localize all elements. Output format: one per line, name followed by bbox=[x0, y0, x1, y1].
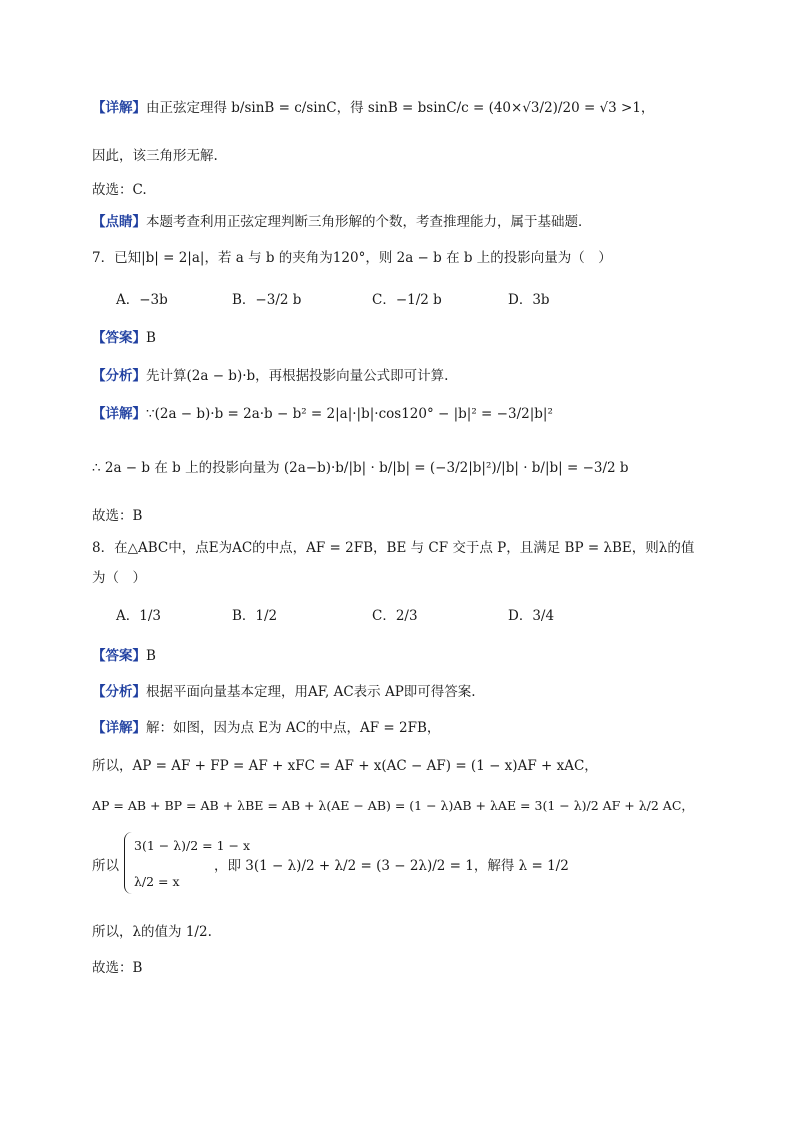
q8-option-d: D．3/4 bbox=[508, 608, 555, 624]
q8-option-a: A．1/3 bbox=[116, 608, 161, 624]
detail-8-text: 解：如图，因为点 E为 AC的中点，AF = 2FB， bbox=[146, 720, 441, 736]
answer-8-line bbox=[92, 646, 156, 666]
question-8-line-2: 为（ ） bbox=[92, 570, 146, 586]
detail-8-line bbox=[92, 718, 440, 738]
detail-line-1 bbox=[92, 98, 654, 118]
detail-tag: 【详解】 bbox=[92, 406, 146, 422]
solution-step-2: AP = AB + BP = AB + λBE = AB + λ(AE − AB) = (1 − λ)AB + λAE = 3(1 − λ)/2 AF + λ/2 AC， bbox=[92, 798, 694, 813]
answer-tag: 【答案】 bbox=[92, 330, 146, 346]
analysis-8-line bbox=[92, 682, 476, 702]
solution-step-3-result: ，即 3(1 − λ)/2 + λ/2 = (3 − 2λ)/2 = 1，解得 λ = 1/2 bbox=[214, 858, 569, 874]
q7-option-c: C．−1/2 b bbox=[372, 292, 442, 308]
analysis-8-text: 根据平面向量基本定理，用AF, AC表示 AP即可得答案. bbox=[146, 684, 476, 700]
comment-line bbox=[92, 212, 592, 232]
choose-b-8: 故选：B bbox=[92, 960, 143, 976]
answer-7-line bbox=[92, 328, 156, 348]
detail-7-projection: ∴ 2a − b 在 b 上的投影向量为 (2a−b)·b/|b| · b/|b| = (−3/2|b|²)/|b| · b/|b| = −3/2 b bbox=[92, 460, 629, 476]
comment-text: 本题考查利用正弦定理判断三角形解的个数，考查推理能力，属于基础题． bbox=[146, 214, 592, 230]
solution-step-3-prefix: 所以 bbox=[92, 858, 119, 874]
line-choose-c: 故选：C. bbox=[92, 182, 147, 198]
q8-option-c: C．2/3 bbox=[372, 608, 418, 624]
answer-7-value: B bbox=[146, 330, 156, 346]
analysis-7-line bbox=[92, 366, 448, 386]
q8-option-b: B．1/2 bbox=[232, 608, 278, 624]
detail-7-text: ∵(2a − b)·b = 2a·b − b² = 2|a|·|b|·cos120° − |b|² = −3/2|b|² bbox=[146, 406, 553, 422]
line-no-solution: 因此，该三角形无解. bbox=[92, 148, 218, 164]
detail-tag: 【详解】 bbox=[92, 100, 146, 116]
detail-text: 由正弦定理得 b/sinB = c/sinC，得 sinB = bsinC/c = (40×√3/2)/20 = √3 >1， bbox=[146, 100, 655, 116]
answer-tag: 【答案】 bbox=[92, 648, 146, 664]
equation-system-row-1: 3(1 − λ)/2 = 1 − x bbox=[134, 838, 251, 853]
question-8-line-1: 8．在△ABC中，点E为AC的中点，AF = 2FB，BE 与 CF 交于点 P，且满足 BP = λBE，则λ的值 bbox=[92, 540, 695, 556]
comment-tag: 【点睛】 bbox=[92, 214, 146, 230]
detail-7-line bbox=[92, 404, 553, 424]
solution-step-1: 所以，AP = AF + FP = AF + xFC = AF + x(AC − AF) = (1 − x)AF + xAC， bbox=[92, 758, 598, 774]
solution-conclusion: 所以，λ的值为 1/2. bbox=[92, 924, 212, 940]
equation-system-row-2: λ/2 = x bbox=[134, 874, 180, 889]
q7-option-b: B．−3/2 b bbox=[232, 292, 302, 308]
analysis-7-text: 先计算(2a − b)·b，再根据投影向量公式即可计算. bbox=[146, 368, 449, 384]
q7-option-a: A．−3b bbox=[116, 292, 168, 308]
answer-8-value: B bbox=[146, 648, 156, 664]
analysis-tag: 【分析】 bbox=[92, 684, 146, 700]
analysis-tag: 【分析】 bbox=[92, 368, 146, 384]
q7-option-d: D．3b bbox=[508, 292, 550, 308]
detail-tag: 【详解】 bbox=[92, 720, 146, 736]
choose-b-7: 故选：B bbox=[92, 508, 143, 524]
equation-system-brace bbox=[124, 832, 133, 894]
question-7: 7．已知|b| = 2|a|，若 a 与 b 的夹角为120°，则 2a − b 在 b 上的投影向量为（ ） bbox=[92, 250, 612, 266]
